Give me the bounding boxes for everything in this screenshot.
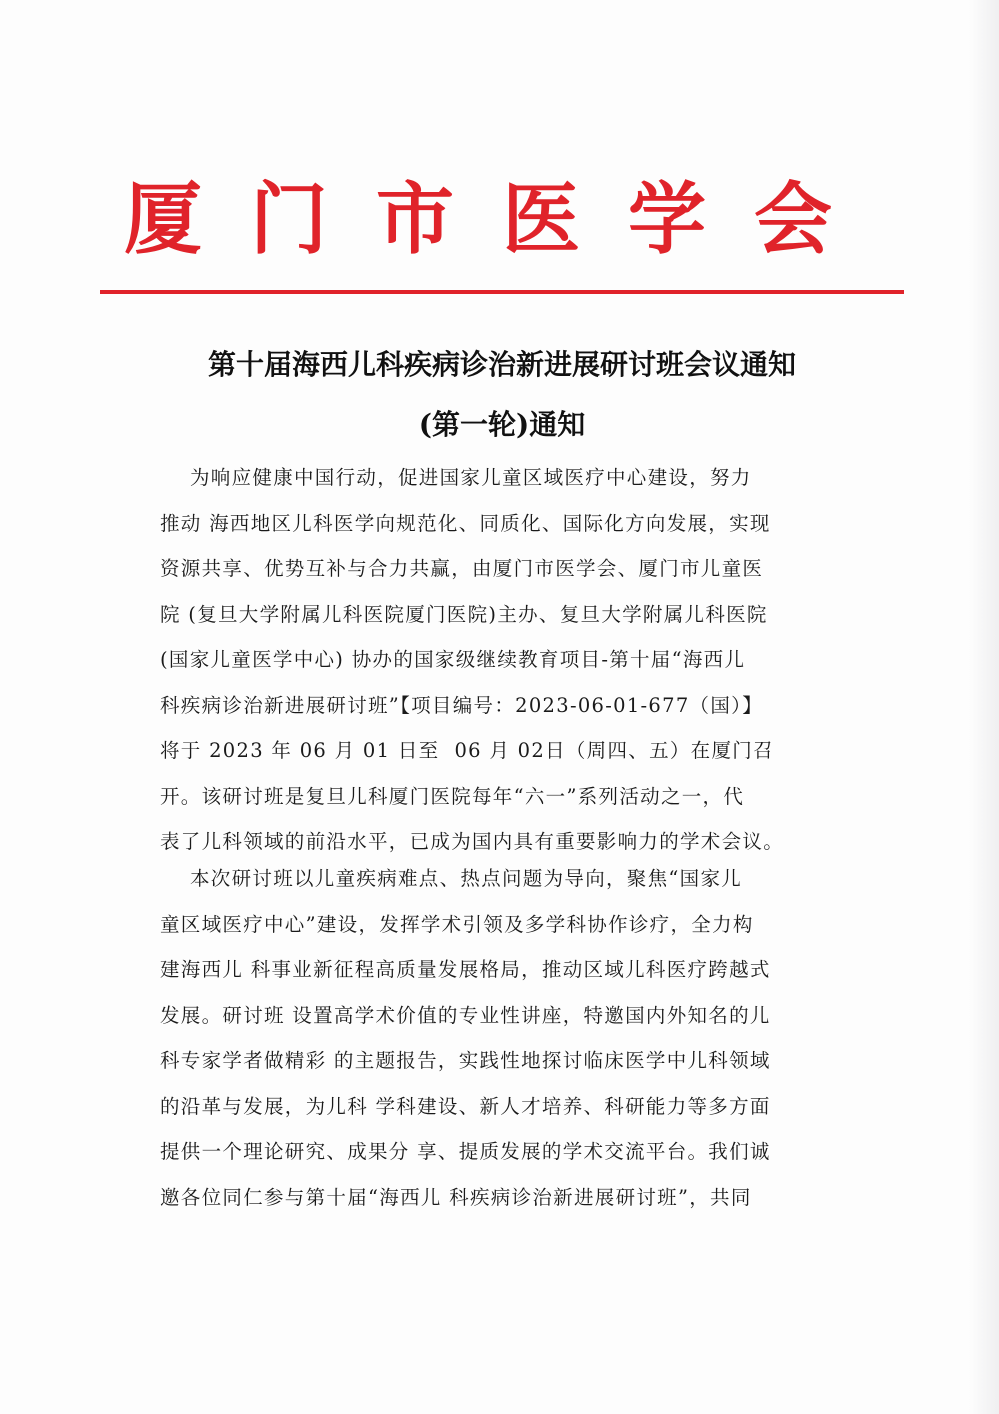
text-line: 将于 2023 年 06 月 01 日至 06 月 02日（周四、五）在厦门召 [160,739,774,762]
document-title: 第十届海西儿科疾病诊治新进展研讨班会议通知 [207,348,796,381]
letterhead-red-rule [100,290,904,294]
scan-edge-shadow [969,0,999,1414]
text-line: 童区域医疗中心”建设，发挥学术引领及多学科协作诊疗，全力构 [160,912,754,936]
text-line: 的沿革与发展，为儿科 学科建设、新人才培养、科研能力等多方面 [160,1094,771,1118]
text-line: 提供一个理论研究、成果分 享、提质发展的学术交流平台。我们诚 [160,1140,771,1163]
text-line: 本次研讨班以儿童疾病难点、热点问题为导向，聚焦“国家儿 [160,867,743,890]
body-paragraph-2 [160,856,850,1220]
text-line: 邀各位同仁参与第十届“海西儿 科疾病诊治新进展研讨班”，共同 [160,1185,752,1209]
letterhead-org-name: 厦门市医学会 [123,174,880,265]
text-line: 科专家学者做精彩 的主题报告，实践性地探讨临床医学中儿科领域 [160,1049,771,1072]
text-line: 科疾病诊治新进展研讨班”【项目编号：2023-06-01-677（国）】 [160,693,764,717]
text-line: (国家儿童医学中心) 协办的国家级继续教育项目-第十届“海西儿 [160,648,746,671]
document-subtitle: (第一轮)通知 [418,408,586,441]
text-line: 发展。研讨班 设置高学术价值的专业性讲座，特邀国内外知名的儿 [160,1003,771,1027]
text-line: 为响应健康中国行动，促进国家儿童区域医疗中心建设，努力 [160,466,752,489]
text-line: 开。该研讨班是复旦儿科厦门医院每年“六一”系列活动之一，代 [160,784,745,808]
text-line: 表了儿科领域的前沿水平，已成为国内具有重要影响力的学术会议。 [160,830,785,853]
text-line: 院 (复旦大学附属儿科医院厦门医院)主办、复旦大学附属儿科医院 [160,602,768,626]
text-line: 推动 海西地区儿科医学向规范化、同质化、国际化方向发展，实现 [160,511,771,535]
text-line: 建海西儿 科事业新征程高质量发展格局，推动区域儿科医疗跨越式 [160,958,771,981]
body-paragraph-1 [160,455,850,865]
text-line: 资源共享、优势互补与合力共赢，由厦门市医学会、厦门市儿童医 [160,557,764,580]
